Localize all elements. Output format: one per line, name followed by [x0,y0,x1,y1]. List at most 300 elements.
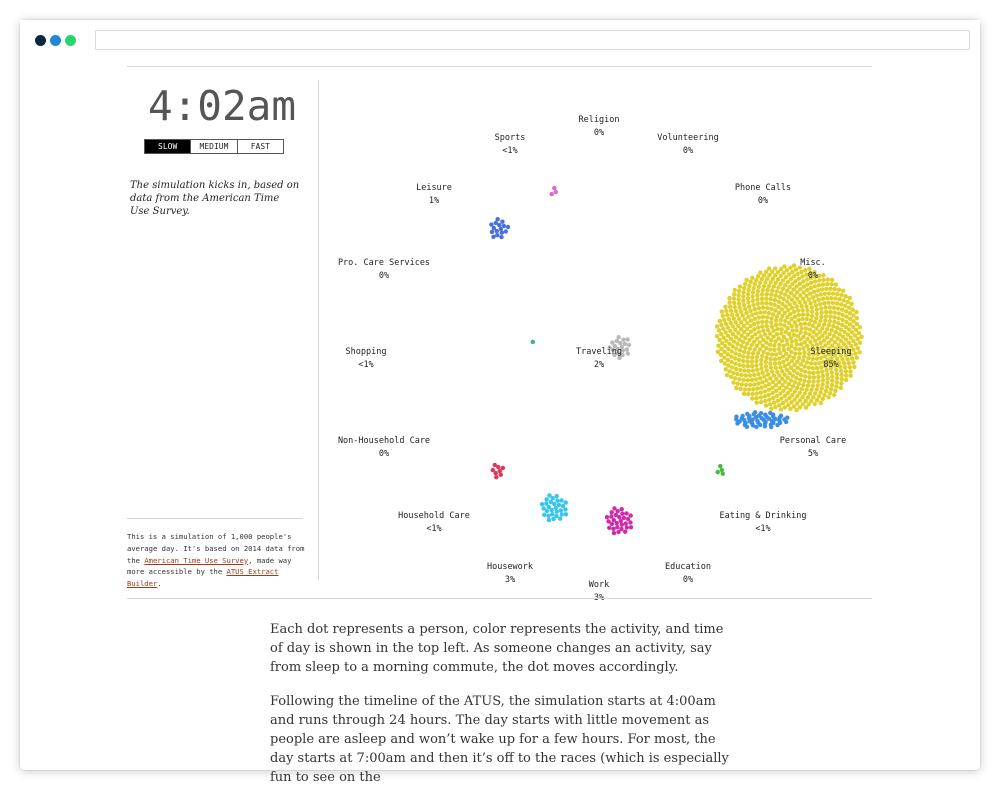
person-dot-sleeping [755,391,759,395]
person-dot-sleeping [804,405,808,409]
person-dot-sleeping [752,382,756,386]
person-dot-housework [563,507,567,511]
activity-label-education [665,561,711,586]
person-dot-sleeping [817,394,821,398]
person-dot-sleeping [729,375,733,379]
activity-name: Misc. [800,258,826,268]
person-dot-sleeping [849,374,853,378]
person-dot-sleeping [778,295,782,299]
person-dot-sleeping [783,319,787,323]
person-dot-sleeping [815,308,819,312]
person-dot-sleeping [788,266,792,270]
person-dot-sleeping [762,273,766,277]
activity-label-leisure [416,182,452,207]
person-dot-sleeping [805,313,809,317]
person-dot-sleeping [775,314,779,318]
person-dot-sleeping [762,350,766,354]
person-dot-sleeping [835,292,839,296]
person-dot-sleeping [805,282,809,286]
person-dot-sleeping [759,390,763,394]
person-dot-personal-care [784,420,788,424]
person-dot-sleeping [778,365,782,369]
person-dot-sleeping [802,379,806,383]
person-dot-sleeping [801,308,805,312]
person-dot-sleeping [742,330,746,334]
person-dot-sleeping [759,358,763,362]
person-dot-sleeping [799,373,803,377]
activity-percent: 0% [682,574,694,585]
activity-label-shopping [346,346,387,371]
person-dot-sleeping [733,288,737,292]
activity-percent: 0% [378,270,390,281]
person-dot-sleeping [807,375,811,379]
activity-percent: <1% [502,145,518,156]
person-dot-eating-drinking [721,472,725,476]
person-dot-sleeping [751,351,755,355]
person-dot-sleeping [737,297,741,301]
person-dot-sleeping [770,325,774,329]
person-dot-sleeping [748,347,752,351]
person-dot-sleeping [747,284,751,288]
person-dot-sleeping [719,332,723,336]
person-dot-sleeping [832,393,836,397]
person-dot-sleeping [755,368,759,372]
person-dot-sleeping [793,380,797,384]
person-dot-traveling [625,347,629,351]
person-dot-sleeping [764,378,768,382]
person-dot-sleeping [753,347,757,351]
person-dot-sleeping [835,301,839,305]
person-dot-sleeping [812,299,816,303]
person-dot-household-care [493,463,497,467]
person-dot-sleeping [735,372,739,376]
person-dot-sleeping [743,387,747,391]
person-dot-housework [564,500,568,504]
person-dot-sleeping [767,398,771,402]
person-dot-sleeping [775,289,779,293]
activity-percent: 0% [378,448,390,459]
person-dot-traveling [617,335,621,339]
person-dot-sleeping [743,317,747,321]
clock-display: 4:02am [147,82,297,130]
person-dot-sleeping [814,316,818,320]
person-dot-sleeping [803,322,807,326]
person-dot-sleeping [855,316,859,320]
person-dot-work [629,513,633,517]
person-dot-sleeping [844,373,848,377]
person-dot-leisure [506,225,510,229]
person-dot-sleeping [799,304,803,308]
person-dot-sleeping [745,321,749,325]
person-dot-sleeping [799,330,803,334]
person-dot-sleeping [756,302,760,306]
person-dot-sleeping [746,300,750,304]
person-dot-sleeping [805,308,809,312]
person-dot-household-care [499,473,503,477]
person-dot-sleeping [819,306,823,310]
person-dot-sleeping [855,356,859,360]
person-dot-personal-care [768,411,772,415]
person-dot-traveling [623,342,627,346]
person-dot-personal-care [735,421,739,425]
person-dot-sleeping [731,371,735,375]
person-dot-sleeping [844,378,848,382]
person-dot-housework [545,497,549,501]
person-dot-sleeping [769,365,773,369]
person-dot-work [616,530,620,534]
person-dot-sleeping [813,391,817,395]
person-dot-sleeping [821,378,825,382]
person-dot-housework [540,502,544,506]
person-dot-sleeping [721,314,725,318]
person-dot-sleeping [731,380,735,384]
activity-label-misc [800,257,826,282]
person-dot-sleeping [807,322,811,326]
person-dot-sleeping [727,369,731,373]
person-dot-sleeping [789,350,793,354]
atus-link[interactable]: American Time Use Survey [144,555,249,565]
person-dot-housework [547,518,551,522]
person-dot-traveling [610,340,614,344]
person-dot-sleeping [793,315,797,319]
person-dot-sleeping [761,315,765,319]
person-dot-housework [542,513,546,517]
person-dot-sleeping [724,367,728,371]
person-dot-sleeping [805,317,809,321]
person-dot-work [606,519,610,523]
person-dot-sleeping [765,368,769,372]
person-dot-sleeping [825,372,829,376]
person-dot-traveling [627,343,631,347]
person-dot-sleeping [772,343,776,347]
person-dot-sleeping [771,334,775,338]
activity-label-non-household-care [338,435,430,460]
person-dot-sleeping [743,282,747,286]
activity-percent: 0% [593,127,605,138]
article-paragraph-1: Each dot represents a person, color represents the activity, and time of day is shown in the top left. As someone changes an activity, say from sleep to a morning commute, the dot moves accordingly. [270,622,724,675]
person-dot-sleeping [726,325,730,329]
person-dot-housework [555,510,559,514]
person-dot-sleeping [737,293,741,297]
browser-window [20,20,980,785]
person-dot-sleeping [765,292,769,296]
person-dot-sleeping [782,323,786,327]
person-dot-sleeping [743,336,747,340]
person-dot-sleeping [759,385,763,389]
person-dot-leisure [496,217,500,221]
close-button[interactable] [35,35,46,46]
person-dot-sleeping [799,326,803,330]
atus-extract-builder-link[interactable]: ATUS Extract Builder [127,567,279,589]
person-dot-sleeping [745,360,749,364]
person-dot-work [628,520,632,524]
person-dot-sleeping [715,334,719,338]
person-dot-sleeping [741,354,745,358]
person-dot-sleeping [818,302,822,306]
person-dot-sleeping [777,403,781,407]
bottom-divider [127,598,872,599]
person-dot-sleeping [819,292,823,296]
activity-name: Housework [486,562,534,572]
activity-percent: <1% [426,523,442,534]
person-dot-sleeping [764,320,768,324]
person-dot-sleeping [725,313,729,317]
person-dot-sleeping [783,380,787,384]
person-dot-sleeping [809,286,813,290]
person-dot-sleeping [790,340,794,344]
person-dot-leisure [499,235,503,239]
person-dot-sleeping [748,309,752,313]
activity-name: Shopping [345,347,387,357]
person-dot-sleeping [797,356,801,360]
person-dot-personal-care [785,416,789,420]
person-dot-sleeping [741,378,745,382]
person-dot-sleeping [824,287,828,291]
person-dot-sleeping [733,305,737,309]
person-dot-sleeping [815,398,819,402]
activity-name: Phone Calls [734,183,792,193]
person-dot-sleeping [777,361,781,365]
person-dot-sleeping [828,391,832,395]
person-dot-sleeping [812,290,816,294]
person-dot-sleeping [769,407,773,411]
person-dot-sleeping [742,368,746,372]
person-dot-sleeping [748,373,752,377]
person-dot-sleeping [766,328,770,332]
person-dot-sleeping [839,381,843,385]
activity-percent: 2% [593,359,605,370]
person-dot-sleeping [755,297,759,301]
person-dot-sleeping [776,399,780,403]
speed-fast-button[interactable]: FAST [237,140,283,153]
person-dot-sleeping [748,383,752,387]
person-dot-sleeping [779,331,783,335]
person-dot-sleeping [801,402,805,406]
person-dot-sleeping [804,388,808,392]
person-dot-traveling [621,338,625,342]
person-dot-sleeping [746,288,750,292]
person-dot-sleeping [807,297,811,301]
person-dot-sleeping [751,303,755,307]
person-dot-sleeping [796,318,800,322]
person-dot-sleeping [769,357,773,361]
address-bar[interactable] [95,30,970,50]
person-dot-sleeping [789,291,793,295]
activity-label-traveling [576,346,622,371]
person-dot-sleeping [734,386,738,390]
person-dot-sleeping [819,311,823,315]
person-dot-sleeping [741,364,745,368]
maximize-button[interactable] [65,35,76,46]
person-dot-sleeping [851,348,855,352]
person-dot-sleeping [773,357,777,361]
person-dot-sleeping [825,327,829,331]
person-dot-sleeping [716,344,720,348]
person-dot-sleeping [741,294,745,298]
person-dot-traveling [625,337,629,341]
person-dot-sleeping [796,366,800,370]
person-dot-sleeping [770,369,774,373]
person-dot-sleeping [756,289,760,293]
person-dot-sleeping [739,310,743,314]
activity-name: Work [588,580,610,590]
person-dot-sleeping [795,342,799,346]
person-dot-sleeping [833,287,837,291]
person-dot-sleeping [823,305,827,309]
person-dot-sleeping [763,384,767,388]
person-dot-sleeping [768,361,772,365]
person-dot-sleeping [822,323,826,327]
person-dot-sleeping [830,374,834,378]
person-dot-sleeping [800,317,804,321]
person-dot-sleeping [759,334,763,338]
person-dot-sleeping [835,380,839,384]
person-dot-sleeping [770,288,774,292]
activity-label-personal-care [780,435,847,460]
person-dot-sleeping [721,327,725,331]
person-dot-sleeping [794,267,798,271]
person-dot-sleeping [745,342,749,346]
person-dot-sleeping [854,342,858,346]
person-dot-sleeping [849,302,853,306]
person-dot-sleeping [801,312,805,316]
person-dot-sleeping [808,392,812,396]
person-dot-sleeping [723,305,727,309]
person-dot-sleeping [760,354,764,358]
person-dot-sleeping [732,296,736,300]
person-dot-sleeping [783,311,787,315]
person-dot-sleeping [764,297,768,301]
minimize-button[interactable] [50,35,61,46]
person-dot-sleeping [769,302,773,306]
person-dot-sleeping [735,313,739,317]
person-dot-sleeping [827,301,831,305]
speed-medium-button[interactable]: MEDIUM [190,140,236,153]
person-dot-sleeping [808,291,812,295]
person-dot-sleeping [724,322,728,326]
person-dot-sleeping [828,332,832,336]
person-dot-sleeping [773,339,777,343]
person-dot-sleeping [737,301,741,305]
person-dot-sleeping [844,294,848,298]
person-dot-sleeping [803,331,807,335]
person-dot-sleeping [794,376,798,380]
person-dot-work [609,514,613,518]
person-dot-sleeping [738,387,742,391]
person-dot-housework [541,506,545,510]
person-dot-sleeping [797,347,801,351]
person-dot-eating-drinking [718,464,722,468]
person-dot-sleeping [851,308,855,312]
activity-percent: <1% [358,359,374,370]
person-dot-sleeping [831,301,835,305]
person-dot-sleeping [756,351,760,355]
activity-name: Eating & Drinking [719,511,807,521]
person-dot-sleeping [809,388,813,392]
person-dot-sleeping [723,361,727,365]
person-dot-work [607,526,611,530]
person-dot-sleeping [818,390,822,394]
speed-selector [144,139,284,154]
person-dot-sleeping [832,334,836,338]
person-dot-sleeping [719,359,723,363]
person-dot-sleeping [781,297,785,301]
person-dot-sleeping [858,325,862,329]
person-dot-sleeping [717,328,721,332]
person-dot-sleeping [800,387,804,391]
person-dot-sleeping [792,263,796,267]
person-dot-sleeping [825,282,829,286]
person-dot-sleeping [816,375,820,379]
person-dot-sleeping [767,393,771,397]
person-dot-sleeping [764,360,768,364]
person-dot-sleeping [746,351,750,355]
person-dot-sleeping [821,282,825,286]
activity-label-religion [579,114,620,139]
person-dot-sleeping [746,392,750,396]
person-dot-work [605,515,609,519]
person-dot-leisure [502,224,506,228]
person-dot-work [612,506,616,510]
person-dot-household-care [494,475,498,479]
person-dot-sleeping [852,365,856,369]
simulation-note [127,531,312,590]
activity-name: Education [664,562,712,572]
person-dot-sleeping [746,355,750,359]
person-dot-sleeping [797,313,801,317]
person-dot-sleeping [837,311,841,315]
person-dot-sleeping [830,383,834,387]
person-dot-sleeping [772,373,776,377]
person-dot-sleeping [826,277,830,281]
person-dot-eating-drinking [716,470,720,474]
person-dot-sleeping [827,323,831,327]
person-dot-sleeping [755,293,759,297]
person-dot-sleeping [835,372,839,376]
person-dot-sleeping [777,347,781,351]
person-dot-sleeping [801,346,805,350]
person-dot-sleeping [811,324,815,328]
person-dot-sleeping [804,326,808,330]
person-dot-sleeping [811,384,815,388]
person-dot-sleeping [768,402,772,406]
person-dot-sleeping [737,358,741,362]
person-dot-housework [547,493,551,497]
person-dot-housework [557,503,561,507]
speed-slow-button[interactable]: SLOW [145,140,190,153]
person-dot-sleeping [789,336,793,340]
person-dot-sleeping [758,270,762,274]
person-dot-sleeping [744,383,748,387]
person-dot-sleeping [753,307,757,311]
person-dot-sleeping [751,387,755,391]
person-dot-sleeping [771,312,775,316]
person-dot-sleeping [806,384,810,388]
person-dot-sleeping [783,364,787,368]
person-dot-sleeping [847,305,851,309]
person-dot-sleeping [823,319,827,323]
person-dot-sleeping [741,359,745,363]
person-dot-household-care [491,468,495,472]
person-dot-housework [558,517,562,521]
person-dot-sleeping [839,302,843,306]
activity-name: Personal Care [779,436,847,446]
person-dot-sleeping [764,364,768,368]
person-dot-sleeping [737,317,741,321]
person-dot-sleeping [741,299,745,303]
person-dot-sleeping [798,293,802,297]
person-dot-sleeping [821,397,825,401]
